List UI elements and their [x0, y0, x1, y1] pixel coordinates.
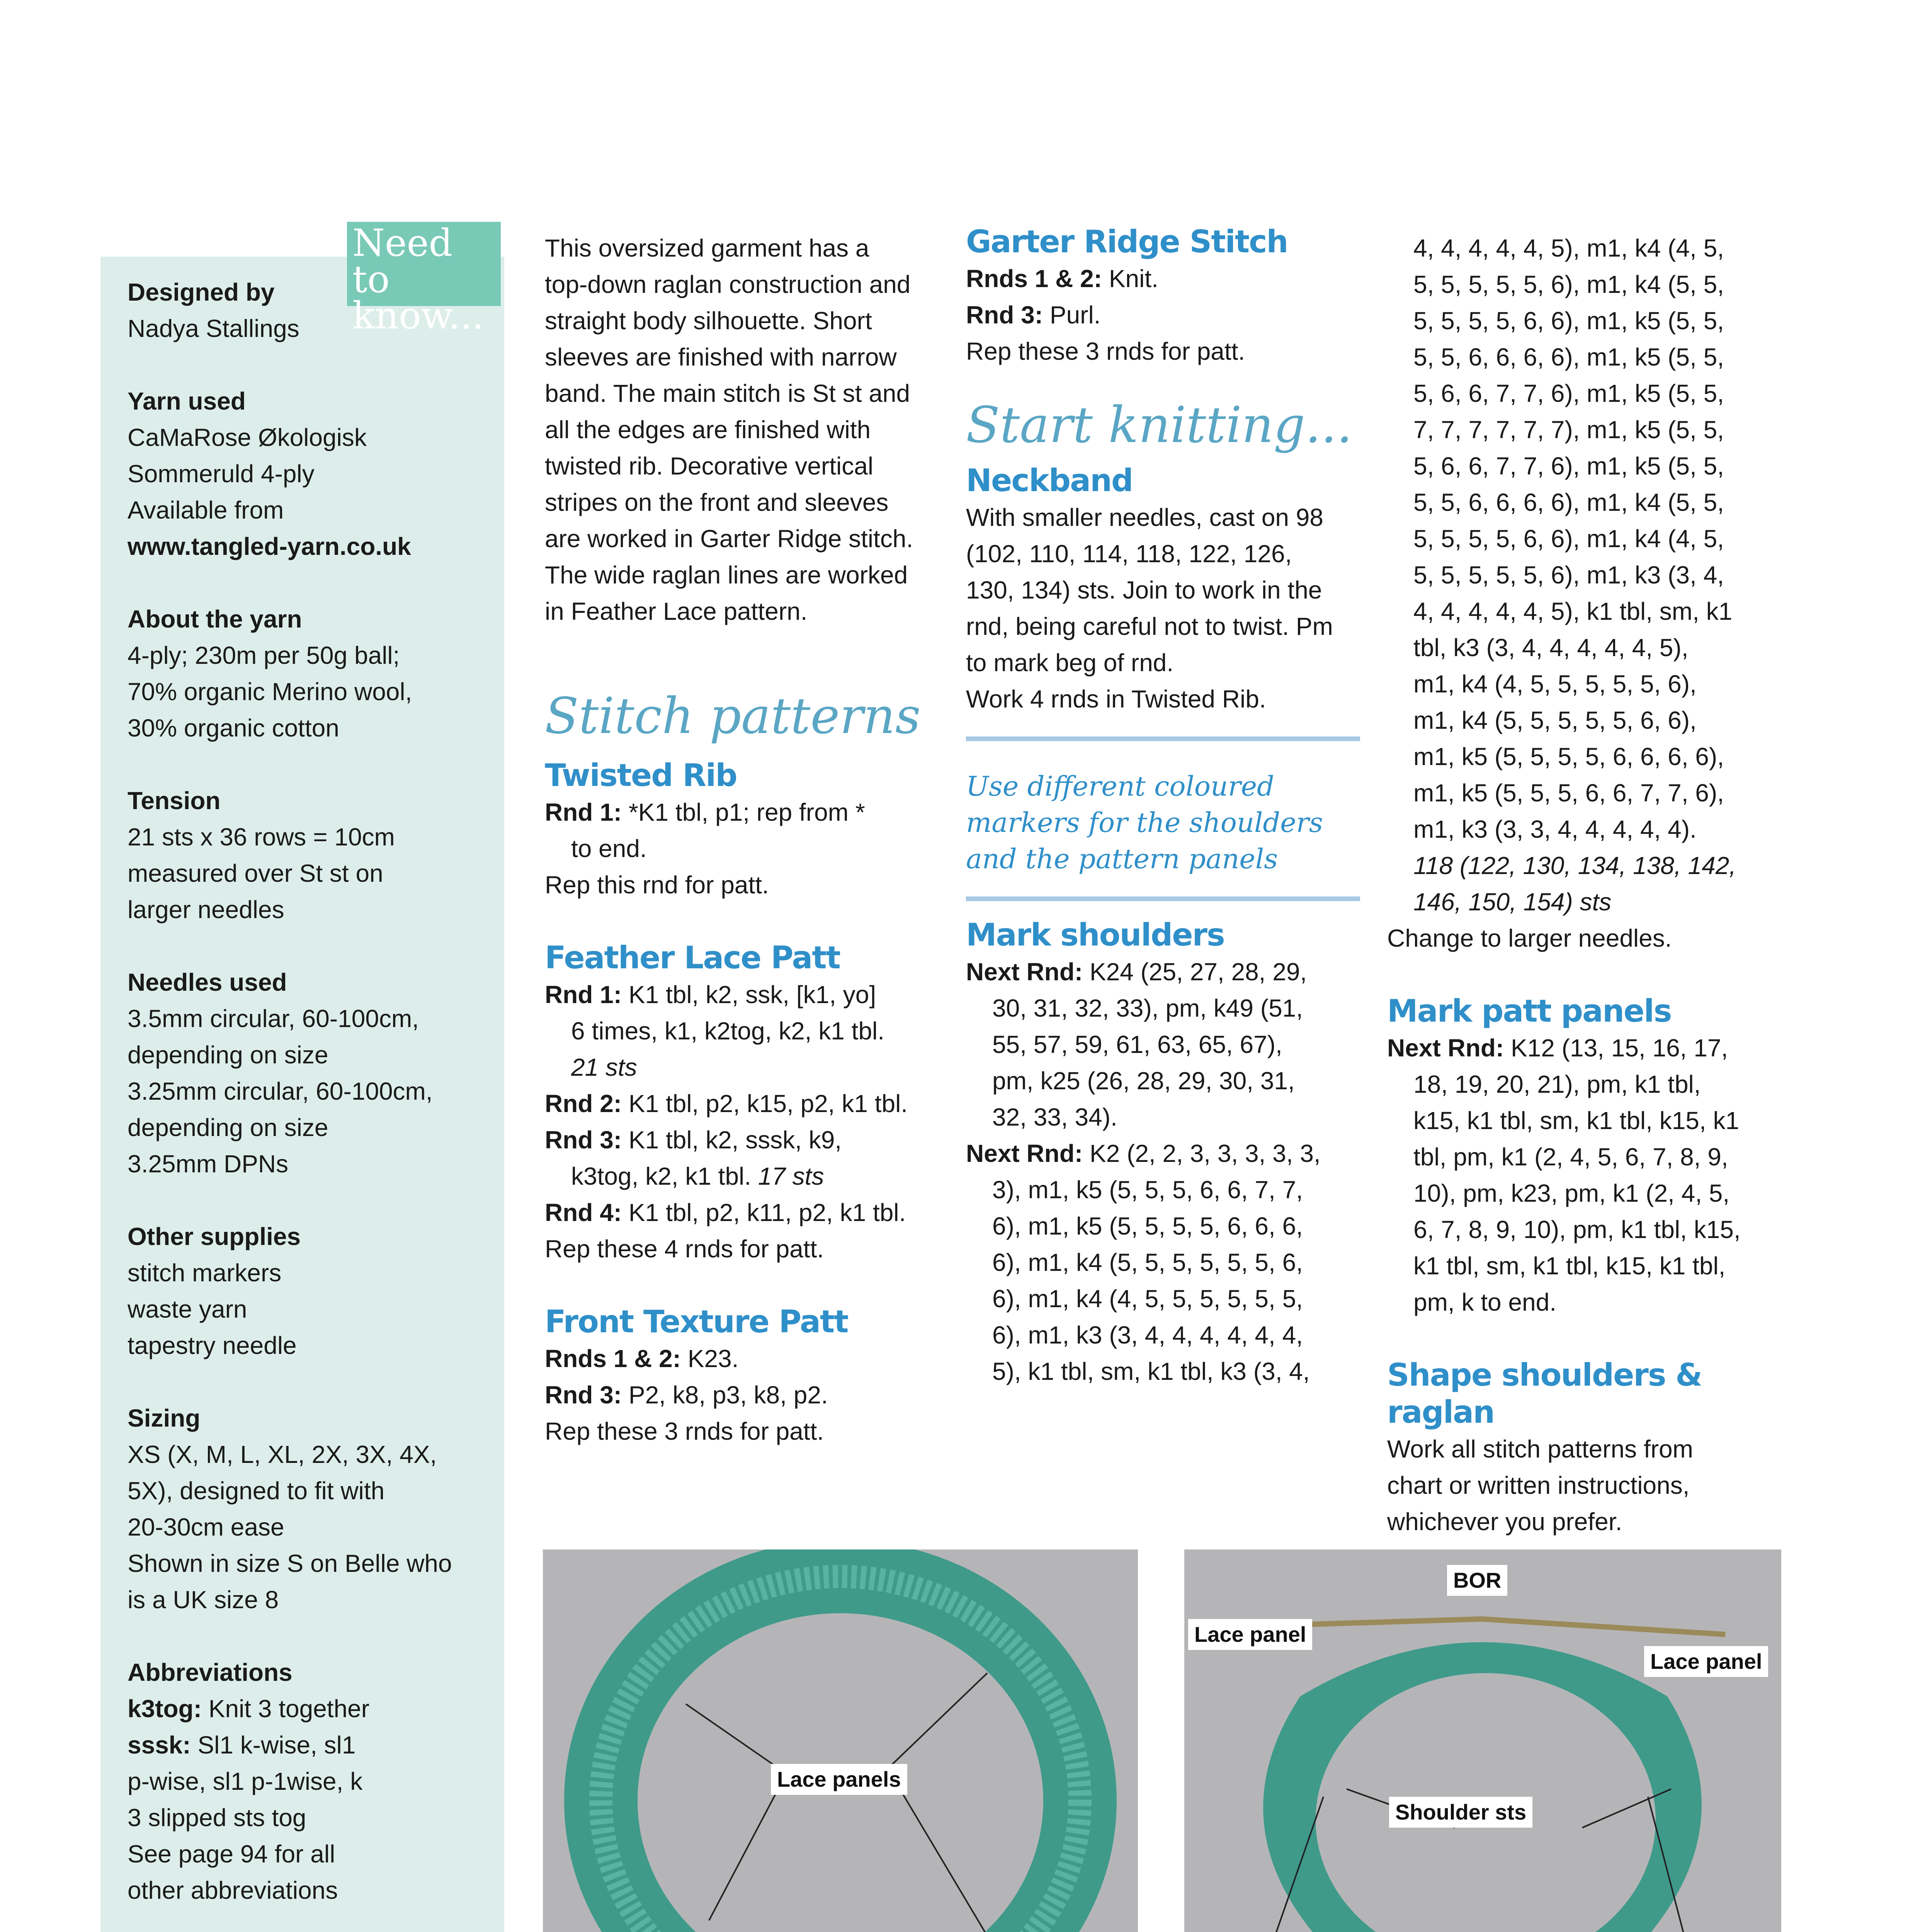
yarn-line: Sommeruld 4-ply — [128, 460, 315, 488]
text-line: Rnd 1: *K1 tbl, p1; rep from * — [545, 798, 865, 826]
divider — [966, 896, 1360, 901]
text-line: 5, 5, 5, 5, 6, 6), m1, k5 (5, 5, — [1413, 307, 1724, 335]
text-line: 6), m1, k4 (5, 5, 5, 5, 5, 5, 6, — [992, 1248, 1303, 1276]
text-line: Next Rnd: K24 (25, 27, 28, 29, — [966, 958, 1307, 986]
sizing-heading: Sizing — [128, 1404, 201, 1432]
text-line: This oversized garment has a — [545, 234, 869, 262]
text-line: 55, 57, 59, 61, 63, 65, 67), — [992, 1031, 1282, 1058]
text-line: 7, 7, 7, 7, 7, 7), m1, k5 (5, 5, — [1413, 416, 1724, 444]
needles-heading: Needles used — [128, 968, 287, 996]
text-line: 10), pm, k23, pm, k1 (2, 4, 5, — [1413, 1179, 1730, 1207]
about-line: 4-ply; 230m per 50g ball; — [128, 641, 400, 669]
needles-line: 3.5mm circular, 60-100cm, — [128, 1005, 419, 1032]
text-line: 118 (122, 130, 134, 138, 142, — [1413, 852, 1736, 879]
text-line: pm, k to end. — [1413, 1288, 1556, 1316]
shoulder-sts-label: Shoulder sts — [1389, 1797, 1532, 1828]
text-line: Rnd 3: Purl. — [966, 301, 1101, 329]
text-line: 6 times, k1, k2tog, k2, k1 tbl. — [571, 1017, 885, 1045]
front-texture-heading: Front Texture Patt — [545, 1304, 848, 1340]
mark-shoulders-rnd1 — [966, 990, 1360, 1135]
abbr-line: p-wise, sl1 p-1wise, k — [128, 1767, 363, 1795]
text-line: Next Rnd: K12 (13, 15, 16, 17, — [1387, 1034, 1728, 1062]
tip-callout — [966, 768, 1360, 877]
text-line: 146, 150, 154) sts — [1413, 888, 1612, 916]
text-line: Rep these 4 rnds for patt. — [545, 1235, 824, 1263]
text-line: k15, k1 tbl, sm, k1 tbl, k15, k1 — [1413, 1107, 1740, 1134]
text-line: markers for the shoulders — [966, 807, 1323, 838]
knitting-photo-lace-panels — [543, 1549, 1138, 1932]
lace-panel-label: Lace panel — [1188, 1619, 1312, 1650]
text-line: 5, 5, 6, 6, 6, 6), m1, k5 (5, 5, — [1413, 343, 1724, 371]
text-line: 6), m1, k5 (5, 5, 5, 5, 6, 6, 6, — [992, 1212, 1303, 1240]
text-line: m1, k5 (5, 5, 5, 6, 6, 7, 7, 6), — [1413, 779, 1724, 807]
text-line: 6), m1, k3 (3, 4, 4, 4, 4, 4, 4, — [992, 1321, 1303, 1349]
knitting-photo-shoulder-sts — [1184, 1549, 1781, 1932]
mark-shoulders-rnd2 — [966, 1172, 1360, 1389]
text-line: Rnd 3: P2, k8, p3, k8, p2. — [545, 1381, 828, 1409]
tension-line: larger needles — [128, 896, 284, 923]
yarn-line: Available from — [128, 496, 284, 524]
text-line: tbl, k3 (3, 4, 4, 4, 4, 4, 5), — [1413, 634, 1689, 662]
text-line: Rnd 1: K1 tbl, k2, ssk, [k1, yo] — [545, 981, 876, 1009]
garter-ridge-heading: Garter Ridge Stitch — [966, 224, 1288, 260]
yarn-heading: Yarn used — [128, 387, 246, 415]
supplies-line: waste yarn — [128, 1295, 247, 1323]
needles-line: depending on size — [128, 1041, 328, 1069]
tension-heading: Tension — [128, 787, 221, 815]
text-line: m1, k4 (5, 5, 5, 5, 5, 6, 6), — [1413, 706, 1697, 734]
text-line: 130, 134) sts. Join to work in the — [966, 576, 1322, 604]
tension-line: 21 sts x 36 rows = 10cm — [128, 823, 395, 851]
twisted-rib-heading: Twisted Rib — [545, 757, 737, 793]
text-line: Rnds 1 & 2: Knit. — [966, 265, 1158, 293]
other-supplies-heading: Other supplies — [128, 1223, 301, 1250]
bor-label: BOR — [1447, 1565, 1507, 1596]
text-line: Rnd 2: K1 tbl, p2, k15, p2, k1 tbl. — [545, 1090, 908, 1117]
text-line: Rnd 3: K1 tbl, k2, sssk, k9, — [545, 1126, 842, 1154]
intro-paragraph — [545, 230, 951, 629]
text-line: 32, 33, 34). — [992, 1103, 1117, 1131]
knit-yoke-illustration — [543, 1549, 1138, 1932]
text-line: pm, k25 (26, 28, 29, 30, 31, — [992, 1067, 1295, 1095]
text-line: are worked in Garter Ridge stitch. — [545, 525, 913, 553]
text-line: The wide raglan lines are worked — [545, 561, 908, 589]
text-line: band. The main stitch is St st and — [545, 379, 910, 407]
abbr-line: sssk: Sl1 k-wise, sl1 — [128, 1731, 356, 1759]
yarn-line: CaMaRose Økologisk — [128, 423, 367, 451]
text-line: Work all stitch patterns from — [1387, 1435, 1693, 1463]
text-line: With smaller needles, cast on 98 — [966, 503, 1323, 531]
text-line: 30, 31, 32, 33), pm, k49 (51, — [992, 994, 1303, 1022]
text-line: to end. — [571, 835, 647, 862]
shape-shoulders-heading: Shape shoulders & raglan — [1387, 1357, 1702, 1430]
text-line: 5, 6, 6, 7, 7, 6), m1, k5 (5, 5, — [1413, 452, 1724, 480]
text-line: 4, 4, 4, 4, 4, 5), k1 tbl, sm, k1 — [1413, 597, 1733, 625]
text-line: Use different coloured — [966, 770, 1274, 802]
abbreviations-heading: Abbreviations — [128, 1658, 292, 1686]
abbr-line: See page 94 for all — [128, 1840, 335, 1868]
neckband-heading: Neckband — [966, 463, 1133, 498]
needles-line: 3.25mm DPNs — [128, 1150, 289, 1178]
text-line: in Feather Lace pattern. — [545, 597, 808, 625]
supplies-line: stitch markers — [128, 1259, 282, 1287]
text-line: Work 4 rnds in Twisted Rib. — [966, 685, 1266, 713]
yarn-url: www.tangled-yarn.co.uk — [128, 532, 411, 560]
neckband-paragraph — [966, 499, 1360, 717]
text-line: m1, k4 (4, 5, 5, 5, 5, 5, 6), — [1413, 670, 1697, 698]
designer-name: Nadya Stallings — [128, 315, 299, 342]
text-line: Rep these 3 rnds for patt. — [545, 1417, 824, 1445]
text-line: Rnds 1 & 2: K23. — [545, 1345, 739, 1372]
text-line: 5, 5, 5, 5, 5, 6), m1, k4 (5, 5, — [1413, 270, 1724, 298]
text-line: 3), m1, k5 (5, 5, 5, 6, 6, 7, 7, — [992, 1176, 1303, 1204]
text-line: k3tog, k2, k1 tbl. 17 sts — [571, 1162, 824, 1190]
sizing-line: is a UK size 8 — [128, 1586, 279, 1614]
needles-line: depending on size — [128, 1114, 328, 1141]
text-line: Change to larger needles. — [1387, 924, 1672, 952]
about-line: 30% organic cotton — [128, 714, 339, 742]
feather-lace-heading: Feather Lace Patt — [545, 940, 840, 976]
text-line: 5, 5, 5, 5, 5, 6), m1, k3 (3, 4, — [1413, 561, 1724, 589]
text-line: 5, 6, 6, 7, 7, 6), m1, k5 (5, 5, — [1413, 379, 1724, 407]
abbr-line: other abbreviations — [128, 1876, 338, 1904]
mark-patt-lines — [1387, 1066, 1812, 1320]
mark-shoulders-heading: Mark shoulders — [966, 917, 1224, 953]
sizing-line: 20-30cm ease — [128, 1513, 284, 1541]
stitch-count — [1387, 847, 1812, 920]
start-knitting-heading: Start knitting... — [966, 396, 1352, 454]
text-line: tbl, pm, k1 (2, 4, 5, 6, 7, 8, 9, — [1413, 1143, 1728, 1171]
text-line: whichever you prefer. — [1387, 1508, 1622, 1536]
text-line: and the pattern panels — [966, 843, 1278, 875]
text-line: 6, 7, 8, 9, 10), pm, k1 tbl, k15, — [1413, 1216, 1741, 1243]
text-line: k1 tbl, sm, k1 tbl, k15, k1 tbl, — [1413, 1252, 1726, 1280]
text-line: all the edges are finished with — [545, 416, 871, 444]
text-line: stripes on the front and sleeves — [545, 488, 889, 516]
need-to-know-sidebar — [100, 257, 504, 1932]
text-line: to mark beg of rnd. — [966, 649, 1174, 677]
text-line: sleeves are finished with narrow — [545, 343, 897, 371]
tension-line: measured over St st on — [128, 859, 383, 887]
text-line: m1, k5 (5, 5, 5, 5, 6, 6, 6, 6), — [1413, 743, 1724, 770]
abbr-line: 3 slipped sts tog — [128, 1804, 306, 1832]
sizing-line: XS (X, M, L, XL, 2X, 3X, 4X, — [128, 1440, 437, 1468]
supplies-line: tapestry needle — [128, 1332, 297, 1359]
divider — [966, 736, 1360, 741]
text-line: rnd, being careful not to twist. Pm — [966, 612, 1333, 640]
text-line: 5), k1 tbl, sm, k1 tbl, k3 (3, 4, — [992, 1357, 1310, 1385]
column-3 — [1387, 230, 1812, 1540]
text-line: Rnd 4: K1 tbl, p2, k11, p2, k1 tbl. — [545, 1199, 906, 1226]
sizing-line: Shown in size S on Belle who — [128, 1549, 452, 1577]
stitch-patterns-heading: Stitch patterns — [545, 687, 921, 745]
knit-yoke-illustration — [1184, 1549, 1781, 1932]
abbr-line: k3tog: Knit 3 together — [128, 1695, 370, 1723]
text-line: 6), m1, k4 (4, 5, 5, 5, 5, 5, 5, — [992, 1285, 1303, 1313]
text-line: 21 sts — [571, 1053, 637, 1081]
column-2 — [966, 223, 1360, 1389]
continuation-paragraph — [1387, 230, 1812, 847]
text-line: straight body silhouette. Short — [545, 307, 872, 335]
text-line: 4, 4, 4, 4, 4, 5), m1, k4 (4, 5, — [1413, 234, 1724, 262]
text-line: 5, 5, 6, 6, 6, 6), m1, k4 (5, 5, — [1413, 488, 1724, 516]
text-line: 18, 19, 20, 21), pm, k1 tbl, — [1413, 1070, 1701, 1098]
text-line: 5, 5, 5, 5, 6, 6), m1, k4 (4, 5, — [1413, 525, 1724, 553]
designed-by-heading: Designed by — [128, 278, 275, 306]
about-yarn-heading: About the yarn — [128, 605, 302, 633]
about-line: 70% organic Merino wool, — [128, 678, 412, 706]
text-line: chart or written instructions, — [1387, 1471, 1690, 1499]
mark-patt-panels-heading: Mark patt panels — [1387, 993, 1672, 1029]
need-to-know-badge: Need to know... — [347, 222, 501, 306]
text-line: m1, k3 (3, 3, 4, 4, 4, 4, 4). — [1413, 815, 1697, 843]
shape-paragraph — [1387, 1431, 1812, 1540]
lace-panel-label: Lace panel — [1644, 1646, 1768, 1677]
needles-line: 3.25mm circular, 60-100cm, — [128, 1077, 433, 1105]
column-1 — [545, 230, 951, 1449]
text-line: Next Rnd: K2 (2, 2, 3, 3, 3, 3, 3, — [966, 1139, 1321, 1167]
lace-panels-label: Lace panels — [771, 1764, 907, 1795]
text-line: (102, 110, 114, 118, 122, 126, — [966, 540, 1292, 568]
text-line: twisted rib. Decorative vertical — [545, 452, 874, 480]
sizing-line: 5X), designed to fit with — [128, 1477, 385, 1505]
text-line: Rep this rnd for patt. — [545, 871, 769, 899]
text-line: top-down raglan construction and — [545, 270, 911, 298]
text-line: Rep these 3 rnds for patt. — [966, 337, 1245, 365]
